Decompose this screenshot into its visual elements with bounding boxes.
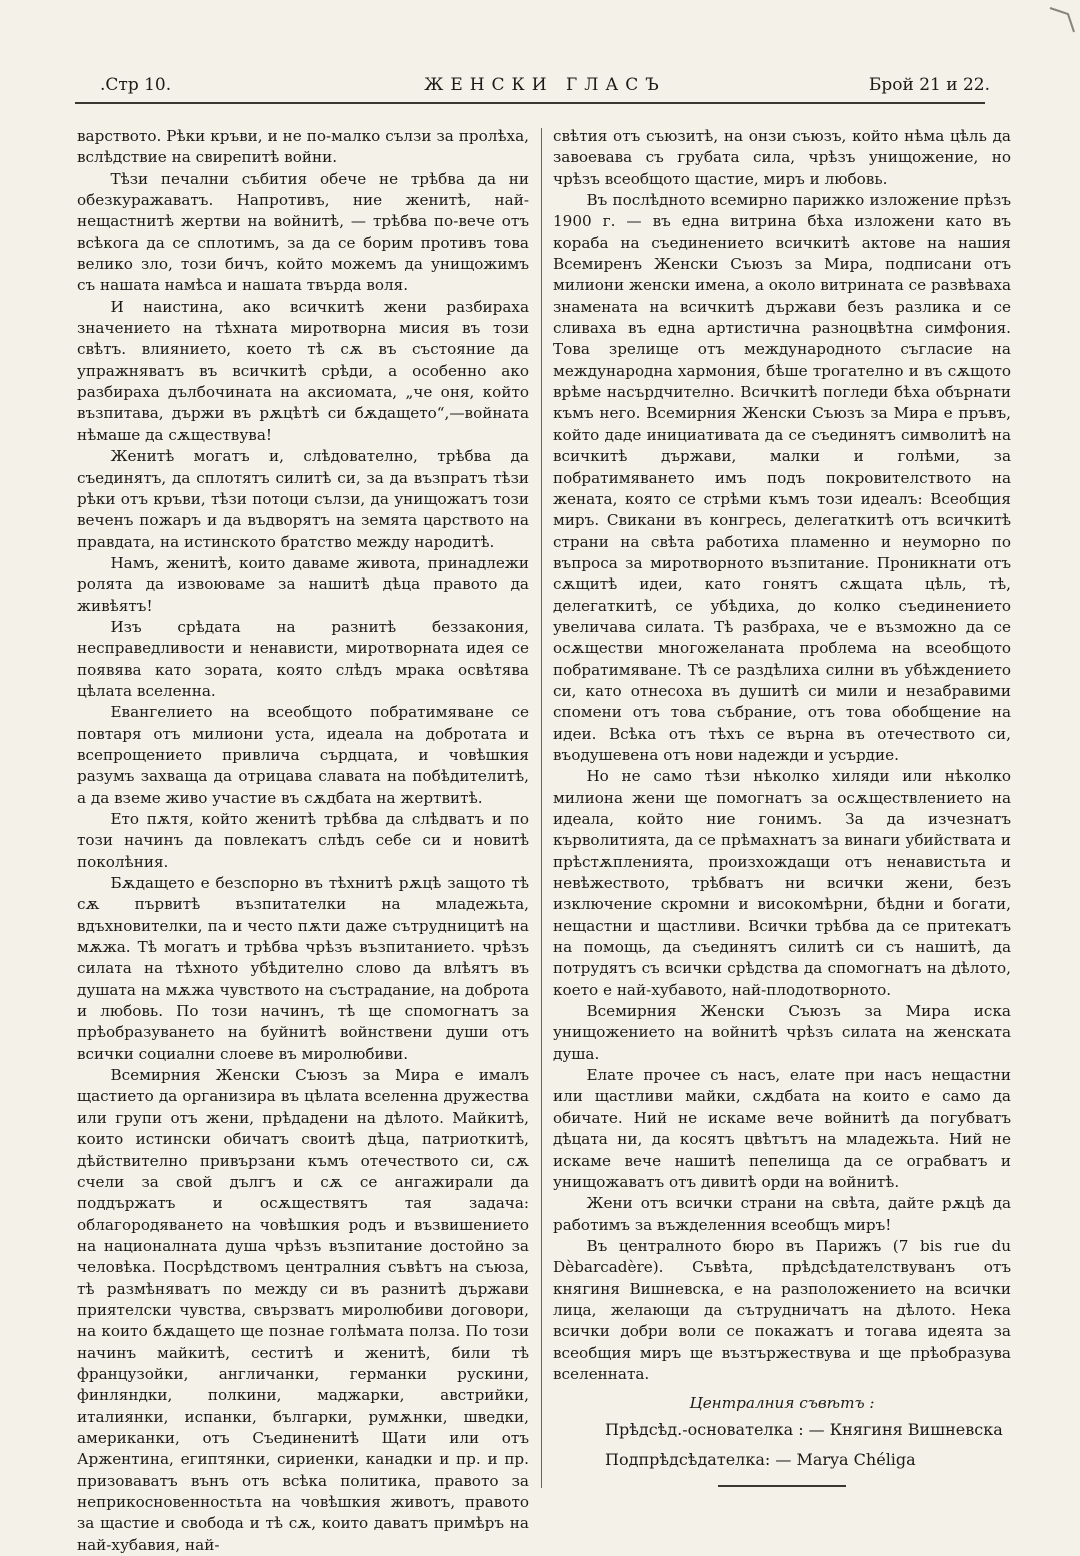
signature-title: Централния съвѣтъ : — [689, 1394, 875, 1413]
page-header — [100, 75, 990, 97]
paragraph: И наистина, ако всичкитѣ жени разбираха значението на тѣхната миротворна мисия въ този свѣтъ. влиянието, което тѣ сѫ въ състояние да упражняватъ въ всичкитѣ срѣди, а особенно ако разбираха дълбочината на аксиомата, „че оня, който възпитава, държи въ рѫцѣтѣ си бѫдащето“,—войната нѣмаше да сѫществува! — [77, 297, 529, 444]
paragraph: Въ послѣдното всемирно парижко изложение прѣзъ 1900 г. — въ една витрина бѣха изложени като въ кораба на съединението всичкитѣ актове на нашия Всемиренъ Женски Съюзъ за Мира, подписани отъ милиони женски имена, а около витрината се развѣваха знамената на всичкитѣ държави безъ разлика и се сливаха въ една артистична разноцвѣтна симфония. Това зрелище отъ международното съгласие на международна хармония, бѣше трогателно и въ сѫщото врѣме насърдчително. Всичкитѣ погледи бѣха обърнати къмъ него. Всемирния Женски Съюзъ за Мира е пръвъ, който даде инициативата да се съединятъ символитѣ на всичкитѣ държави, малки и голѣми, за побратимяването имъ подъ покровителството на жената, която се стрѣми къмъ този идеалъ: Всеобщия миръ. Свикани въ конгресь, делегаткитѣ отъ всичкитѣ страни на свѣта работиха пламенно и неуморно по въпроса за миротворното възпитание. Проникнати отъ сѫщитѣ идеи, като гонятъ сѫщата цѣль, тѣ, делегаткитѣ, се убѣдиха, до колко съединението увеличава силата. Тѣ разбраха, че е възможно да се осѫществи многожеланата проблема на всеобщото побратимяване. Тѣ се раздѣлиха силни въ убѣждението си, като отнесоха въ душитѣ си мили и незабравими спомени отъ това събрание, отъ това обобщение на идеи. Всѣка отъ тѣхъ се върна въ отечеството си, въодушевена отъ нови надежди и усърдие. — [553, 191, 1011, 764]
chair-name: Княгиня Вишневска — [829, 1419, 1003, 1439]
paragraph: Изъ срѣдата на разнитѣ беззакония, несправедливости и ненависти, миротворната идея се появява като зората, която слѣдъ мрака освѣтява цѣлата вселенна. — [77, 617, 529, 700]
paragraph: Елате прочее съ насъ, елате при насъ нещастни или щастливи майки, сѫдбата на които е само да обичате. Ний не искаме вече войнитѣ да погубватъ дѣцата ни, да косятъ цвѣтътъ на младежьта. Ний не искаме вече нашитѣ пепелища да се ограбватъ и унищожаватъ отъ дивитѣ орди на войнитѣ. — [553, 1066, 1011, 1191]
right-column — [553, 126, 1011, 1487]
paragraph: Евангелието на всеобщото побратимяване се повтаря отъ милиони уста, идеала на добротата и всепрощението привлича сърдцата, и човѣшкия разумъ захваща да отрицава славата на побѣдителитѣ, а да вземе живо участие въ сѫдбата на жертвитѣ. — [77, 703, 529, 807]
header-divider — [75, 102, 985, 104]
paragraph: свѣтия отъ съюзитѣ, на онзи съюзъ, който нѣма цѣль да завоевава съ грубата сила, чрѣзъ унищожение, но чрѣзъ всеобщото щастие, миръ и любовь. — [553, 127, 1011, 188]
signature-vice — [553, 1445, 1011, 1475]
chair-role: Прѣдсѣд.-основателка : — — [605, 1419, 825, 1439]
paragraph: Всемирния Женски Съюзъ за Мира е ималъ щастието да организира въ цѣлата вселенна дружества или групи отъ жени, прѣдадени на дѣлото. Майкитѣ, които истински обичатъ своитѣ дѣца, патриоткитѣ, дѣйствително привързани къмъ отечеството си, сѫ счели за свой дългъ и сѫ се ангажирали да поддържатъ и осѫществятъ тая задача: облагородяването на човѣшкия родъ и възвишението на националната душа чрѣзъ възпитание достойно за человѣка. Посрѣдствомъ централния съвѣтъ на съюза, тѣ размѣняватъ по между си въ разнитѣ държави приятелски чувства, свързватъ миролюбиви договори, на които бѫдащето ще познае голѣмата полза. По този начинъ майкитѣ, сеститѣ и женитѣ, били тѣ французойки, англичанки, германки рускини, финляндки, полкини, маджарки, австрийки, италиянки, испанки, българки, румѫнки, шведки, американки, отъ Съединенитѣ Щати или отъ Аржентина, египтянки, сириенки, канадки и пр. и пр. призоваватъ вънъ отъ всѣка политика, правото за неприкосновенностьта на човѣшкия животъ, правото за щастие и свобода и тѣ сѫ, които даватъ примѣръ на най-хубавия, най- — [77, 1066, 529, 1554]
paragraph: Всемирния Женски Съюзъ за Мира иска унищожението на войнитѣ чрѣзъ силата на женската душа. — [553, 1002, 1011, 1063]
page-number: .Стр 10. — [100, 75, 172, 95]
paragraph: Намъ, женитѣ, които даваме живота, принадлежи ролята да извоюваме за нашитѣ дѣца правото да живѣятъ! — [77, 553, 529, 615]
paragraph: Ето пѫтя, който женитѣ трѣбва да слѣдватъ и по този начинъ да повлекатъ слѣдъ себе си и новитѣ поколѣния. — [77, 810, 529, 871]
vice-name: Marya Chéliga — [796, 1449, 916, 1469]
paragraph: Женитѣ могатъ и, слѣдователно, трѣбва да съединятъ, да сплотятъ силитѣ си, за да възпратъ тѣзи рѣки отъ кръви, тѣзи потоци сълзи, да унищожатъ този веченъ пожаръ и да въдворятъ на земята царството на правдата, на истинското братство между народитѣ. — [77, 447, 529, 551]
closing-rule — [718, 1485, 846, 1487]
paragraph: варството. Рѣки кръви, и не по-малко сълзи за пролѣха, вслѣдствие на свирепитѣ войни. — [77, 127, 529, 167]
paragraph: Тѣзи печални събития обече не трѣбва да ни обезкуражаватъ. Напротивъ, ние женитѣ, най-нещастнитѣ жертви на войнитѣ, — трѣбва по-вече отъ всѣкога да се сплотимъ, за да се борим противъ това велико зло, този бичъ, който можемъ да унищожимъ съ нашата намѣса и нашата твърда воля. — [77, 169, 529, 295]
column-divider — [541, 128, 542, 1488]
paragraph: Жени отъ всички страни на свѣта, дайте рѫцѣ да работимъ за въжделенния всеобщъ миръ! — [553, 1194, 1011, 1234]
signature-chair — [553, 1415, 1011, 1445]
issue-number: Брой 21 и 22. — [868, 75, 990, 95]
paragraph: Въ централното бюро въ Парижъ (7 bis rue du Dèbarcadère). Съвѣта, прѣдсѣдателствуванъ отъ княгиня Вишневска, е на разположението на всички лица, желающи да сътрудничатъ на дѣлото. Нека всички добри воли се покажатъ и тогава идеята за всеобщия миръ ще възтържествува и ще прѣобразува вселенната. — [553, 1236, 1011, 1383]
vice-role: Подпрѣдсѣдателка: — — [605, 1449, 792, 1469]
journal-title: ЖЕНСКИ ГЛАСЪ — [424, 75, 666, 95]
paragraph: Бѫдащето е безспорно въ тѣхнитѣ рѫцѣ защото тѣ сѫ първитѣ възпитателки на младежьта, вдъхновителки, па и често пѫти даже сътрудницитѣ на мѫжа. Тѣ могатъ и трѣбва чрѣзъ възпитанието. чрѣзъ силата на тѣхното убѣдително слово да влѣятъ въ душата на мѫжа чувството на състрадание, на доброта и любовь. По този начинъ, тѣ ще спомогнатъ за прѣобразуването на буйнитѣ войнствени души отъ всички социални слоеве въ миролюбиви. — [77, 874, 529, 1063]
paragraph: Но не само тѣзи нѣколко хиляди или нѣколко милиона жени ще помогнатъ за осѫществлението на идеала, който ние гонимъ. За да изчезнатъ кърволитията, да се прѣмахнатъ за винаги убийствата и прѣстѫпленията, произхождащи отъ ненавистьта и невѣжеството, трѣбватъ ни всички жени, безъ изключение скромни и високомѣрни, бѣдни и богати, нещастни и щастливи. Всички трѣбва да се притекатъ на помощь, да съединятъ силитѣ си съ нашитѣ, да потрудятъ съ всички срѣдства да спомогнатъ на дѣлото, което е най-хубавото, най-плодотворното. — [553, 767, 1011, 999]
page-corner-mark — [1048, 4, 1076, 34]
left-column — [77, 126, 529, 1556]
